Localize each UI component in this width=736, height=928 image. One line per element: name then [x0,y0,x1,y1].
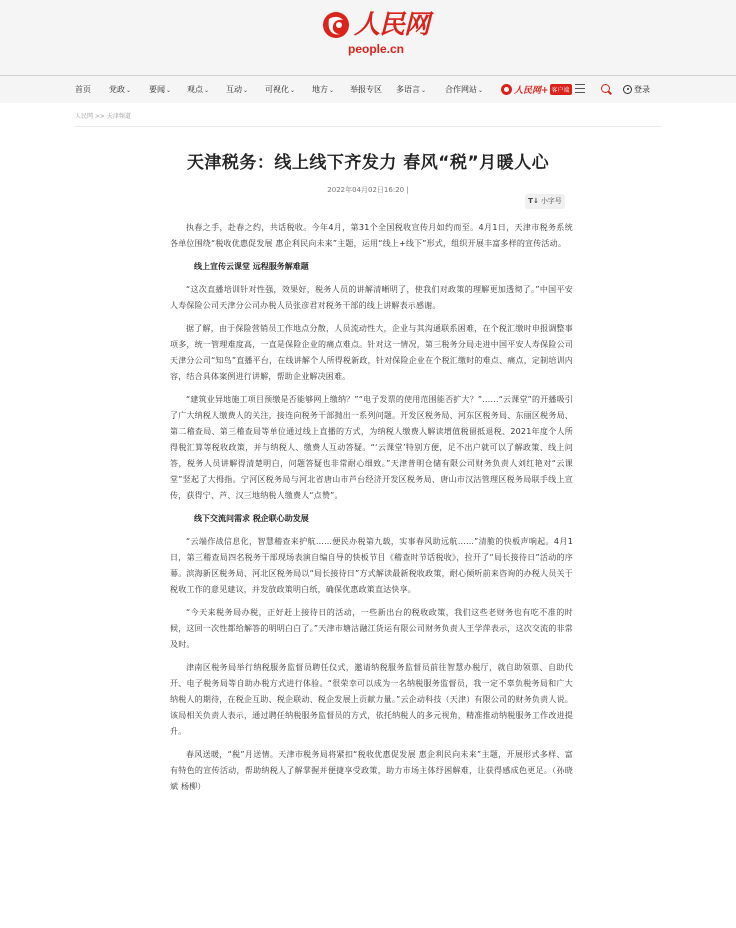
main-nav [0,75,736,103]
paragraph: 据了解，由于保险营销员工作地点分散，人员流动性大，企业与其沟通联系困难，在个税汇缴时申报调整事项多，统一管理难度高，一直是保险企业的痛点难点。针对这一情况，第三税务分局走进中国平安人寿保险公司天津分公司“知鸟”直播平台，在线讲解个人所得税新政，针对保险企业在个税汇缴时的难点、痛点，定制培训内容，结合具体案例进行讲解，帮助企业解决困难。 [170,324,573,381]
search-icon[interactable] [601,84,610,93]
nav-item-visual[interactable]: 可视化⌄ [265,85,296,94]
app-name: 人民网+ [514,86,549,96]
client-badge: 客户端 [550,84,572,95]
nav-item-partners[interactable]: 合作网站⌄ [445,85,484,94]
login-label: 登录 [634,85,650,94]
chevron-down-icon: ⌄ [329,87,335,94]
chevron-down-icon: ⌄ [478,87,484,94]
paragraph: 春风送暖，“税”月送情。天津市税务局将紧扣“税收优惠促发展 惠企利民向未来”主题，开展形式多样、富有特色的宣传活动，帮助纳税人了解掌握并便捷享受政策，助力市场主体纾困解难，让获得感成色更足。（孙晓斌 杨柳） [170,750,573,791]
nav-item-news[interactable]: 要闻⌄ [149,85,172,94]
nav-item-report[interactable]: 举报专区 [350,85,382,94]
paragraph: 津南区税务局举行纳税服务监督员聘任仪式，邀请纳税服务监督员前往智慧办税厅，就自助领票、自助代开、电子税务局等自助办税方式进行体验。“很荣幸可以成为一名纳税服务监督员，我一定不辜负税务局和广大纳税人的期待，在税企互助、税企联动、税企发展上贡献力量。”云企动科技（天津）有限公司的财务负责人说。该局相关负责人表示，通过聘任纳税服务监督员的方式，依托纳税人的多元视角，精准推动纳税服务工作改进提升。 [170,663,573,736]
user-icon [623,85,632,94]
paragraph: “云端作战信息化，智慧稽查来护航……便民办税第九载，实事春风助远航……”清脆的快板声响起。4月1日，第三稽查局四名税务干部现场表演自编自导的快板节目《稽查时节话税收》，拉开了“局长接待日”活动的序幕。滨海新区税务局、河北区税务局以“局长接待日”方式解读最新税收政策，耐心倾听前来咨询的办税人员关于税收工作的意见建议，并发放政策明白纸，确保优惠政策直达快享。 [170,537,573,594]
menu-icon[interactable] [575,84,585,93]
breadcrumb[interactable]: 人民网 >> 天津频道 [75,113,131,120]
nav-item-interaction[interactable]: 互动⌄ [226,85,249,94]
nav-item-opinion[interactable]: 观点⌄ [187,85,210,94]
chevron-down-icon: ⌄ [290,87,296,94]
nav-item-local[interactable]: 地方⌄ [312,85,335,94]
publish-date: 2022年04月02日16:20 | [327,186,409,194]
font-size-button[interactable]: T↓ 小字号 [525,194,565,209]
chevron-down-icon: ⌄ [126,87,132,94]
header-bar [0,0,736,75]
site-logo[interactable] [321,8,430,56]
article-title: 天津税务：线上线下齐发力 春风“税”月暖人心 [186,153,550,173]
paragraph: “建筑业异地施工项目预缴是否能够网上缴纳？”“电子发票的使用范围能否扩大？”......“云课堂”的开播吸引了广大纳税人缴费人的关注，接连向税务干部抛出一系列问题。开发区税务局、河东区税务局、东丽区税务局、第二稽查局、第三稽查局等单位通过线上直播的方式，为纳税人缴费人解读增值税留抵退税、2021年度个人所得税汇算等税收政策，并与纳税人、缴费人互动答疑。“‘云课堂’特别方便，足不出户就可以了解政策、线上问答，税务人员讲解得清楚明白，问题答疑也非常耐心细致。”天津普明仓储有限公司财务负责人刘红艳对“云课堂”竖起了大拇指。宁河区税务局与河北省唐山市芦台经济开发区税务局、唐山市汉沽管理区税务局联手线上宣传，获得宁、芦、汉三地纳税人缴费人“点赞”。 [170,395,573,500]
nav-item-languages[interactable]: 多语言⌄ [396,85,427,94]
people-app-icon [501,84,512,95]
logo-english-text: people.cn [348,42,405,56]
login-button[interactable] [623,76,650,103]
app-download-link[interactable] [501,82,572,97]
logo-chinese-text: 人民网 [354,10,430,40]
chevron-down-icon: ⌄ [421,87,427,94]
chevron-down-icon: ⌄ [204,87,210,94]
chevron-down-icon: ⌄ [243,87,249,94]
paragraph: 执春之手，赴春之约，共话税收。今年4月，第31个全国税收宣传月如约而至。4月1日，天津市税务系统各单位围绕“税收优惠促发展 惠企利民向未来”主题，运用“线上+线下”形式，组织开展丰富多样的宣传活动。 [170,223,573,248]
font-size-icon: T↓ [528,197,539,205]
section-heading: 线上宣传云课堂 远程服务解难题 [194,262,309,271]
paragraph: “这次直播培训针对性强，效果好，税务人员的讲解清晰明了，使我们对政策的理解更加透彻了。”中国平安人寿保险公司天津分公司办税人员张彦君对税务干部的线上讲解表示感谢。 [170,285,573,310]
nav-item-party[interactable]: 党政⌄ [109,85,132,94]
chevron-down-icon: ⌄ [166,87,172,94]
article-body [170,220,573,802]
nav-item-home[interactable]: 首页 [75,85,91,94]
section-heading: 线下交流问需求 税企联心助发展 [194,514,309,523]
divider [75,126,662,127]
paragraph: “今天来税务局办税，正好赶上接待日的活动，一些新出台的税收政策，我们这些老财务也有吃不准的时候，这回一次性都给解答的明明白白了。”天津市塘沽融江货运有限公司财务负责人王学萍表示，这次交流的非常及时。 [170,608,573,649]
people-logo-icon [321,10,351,40]
